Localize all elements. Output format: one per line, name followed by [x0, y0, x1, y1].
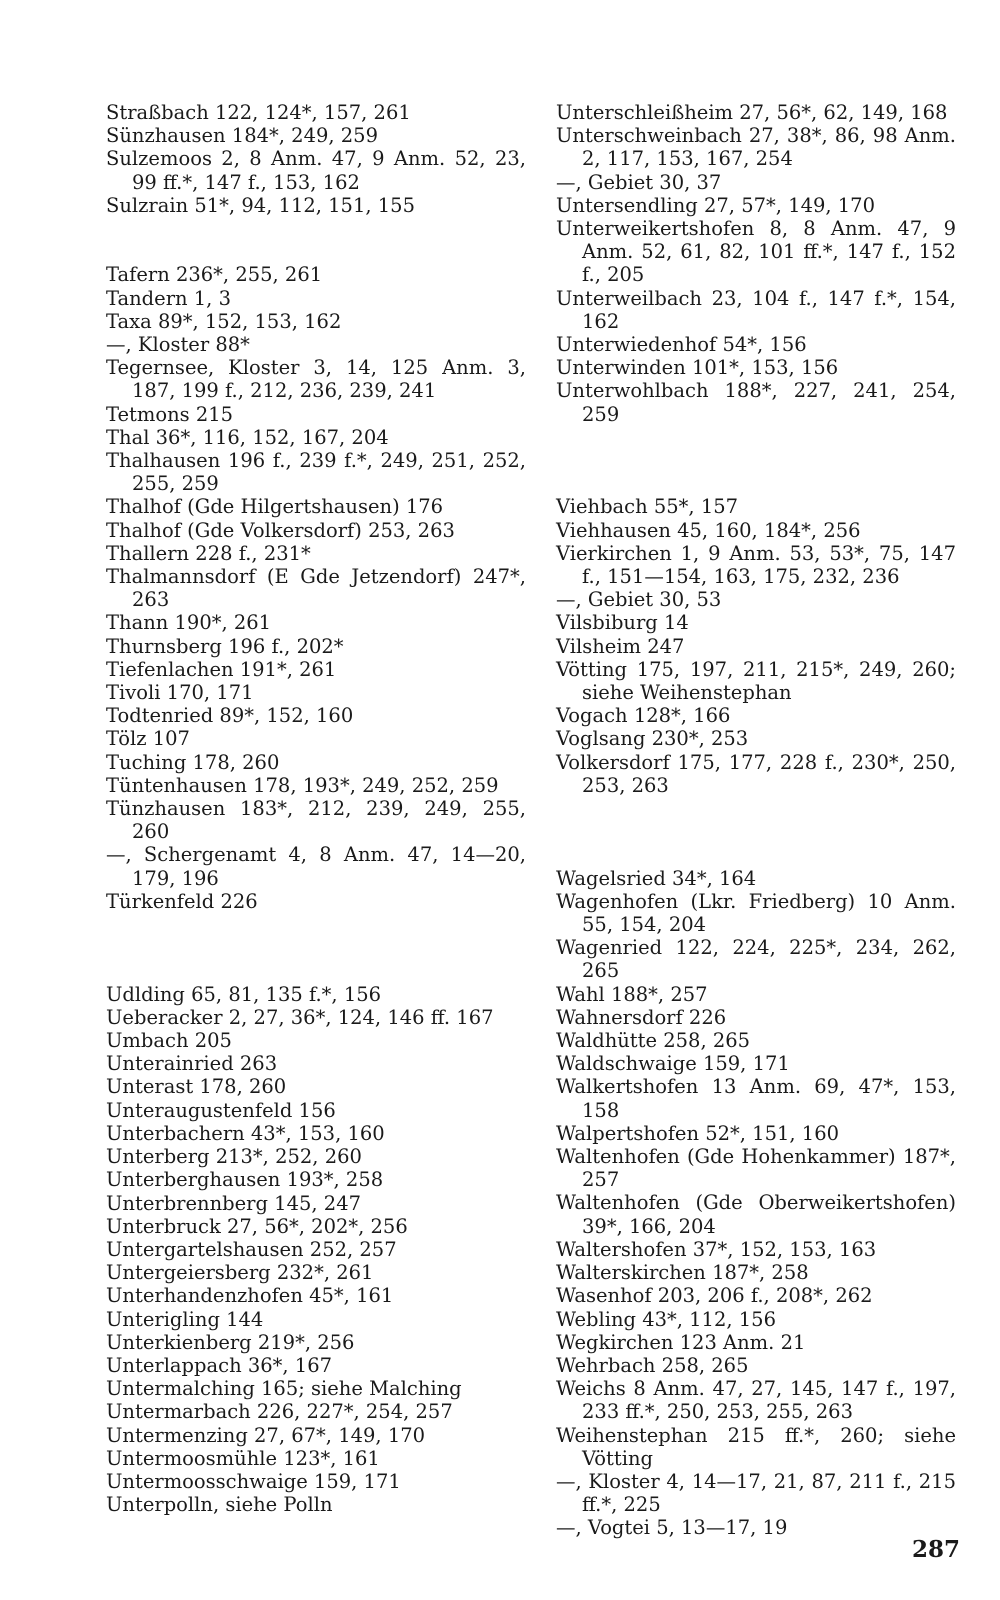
index-entry: Wagenhofen (Lkr. Friedberg) 10 Anm. 55, 154, 204 — [556, 889, 956, 937]
index-entry: Türkenfeld 226 — [106, 889, 258, 913]
index-entry: Thalhof (Gde Hilgertshausen) 176 — [106, 495, 444, 519]
section-gap — [556, 843, 956, 866]
index-entry: Waltenhofen (Gde Oberweikertshofen) 39*, 166, 204 — [556, 1191, 956, 1238]
index-entry: Thalhof (Gde Volkersdorf) 253, 263 — [106, 518, 455, 542]
index-entry: Unterschweinbach 27, 38*, 86, 98 Anm. 2, 117, 153, 167, 254 — [556, 124, 956, 171]
index-entry: Untergartelshausen 252, 257 — [106, 1237, 397, 1261]
index-entry: Tuching 178, 260 — [106, 750, 280, 774]
index-entry: Unterschleißheim 27, 56*, 62, 149, 168 — [556, 101, 948, 124]
index-entry: Untersendling 27, 57*, 149, 170 — [556, 193, 875, 217]
section-gap — [556, 426, 956, 472]
index-entry: Unterigling 144 — [106, 1307, 264, 1331]
index-entry: Untergeiersberg 232*, 261 — [106, 1261, 374, 1285]
index-entry: Walterskirchen 187*, 258 — [556, 1261, 809, 1285]
index-entry: Untermenzing 27, 67*, 149, 170 — [106, 1423, 426, 1447]
index-entry: Viehbach 55*, 157 — [556, 495, 739, 519]
index-entry: Unteraugustenfeld 156 — [106, 1098, 336, 1122]
index-entry: Unterberghausen 193*, 258 — [106, 1168, 384, 1192]
index-entry: Wagelsried 34*, 164 — [556, 866, 757, 890]
index-entry: Tüntenhausen 178, 193*, 249, 252, 259 — [106, 773, 499, 797]
index-entry: Unterpolln, siehe Polln — [106, 1493, 333, 1517]
index-entry: Taxa 89*, 152, 153, 162 — [106, 309, 342, 333]
section-gap — [556, 472, 956, 495]
index-entry: Voglsang 230*, 253 — [556, 727, 749, 751]
index-entry: Thallern 228 f., 231* — [106, 541, 311, 565]
index-entry: Weihenstephan 215 ff.*, 260; siehe Vötting — [556, 1423, 956, 1470]
index-entry: Wahl 188*, 257 — [556, 982, 708, 1006]
index-entry: Unterlappach 36*, 167 — [106, 1353, 333, 1377]
index-entry: —, Schergenamt 4, 8 Anm. 47, 14—20, 179, 196 — [106, 843, 526, 890]
index-entry: Wasenhof 203, 206 f., 208*, 262 — [556, 1284, 873, 1308]
section-gap — [106, 959, 526, 982]
index-entry: Tegernsee, Kloster 3, 14, 125 Anm. 3, 187, 199 f., 212, 236, 239, 241 — [106, 356, 526, 403]
index-entry: Walkertshofen 13 Anm. 69, 47*, 153, 158 — [556, 1075, 956, 1122]
index-entry: Tünzhausen 183*, 212, 239, 249, 255, 260 — [106, 797, 526, 844]
index-entry: Untermarbach 226, 227*, 254, 257 — [106, 1400, 453, 1424]
index-entry: Tetmons 215 — [106, 402, 234, 426]
index-entry: Ueberacker 2, 27, 36*, 124, 146 ff. 167 — [106, 1005, 494, 1029]
index-entry: Udlding 65, 81, 135 f.*, 156 — [106, 982, 382, 1006]
index-entry: Unterwiedenhof 54*, 156 — [556, 333, 807, 357]
index-entry: Waldhütte 258, 265 — [556, 1029, 751, 1053]
index-entry: Umbach 205 — [106, 1029, 232, 1053]
index-entry: Viehhausen 45, 160, 184*, 256 — [556, 518, 861, 542]
index-entry: Wehrbach 258, 265 — [556, 1353, 749, 1377]
index-entry: Unterweikertshofen 8, 8 Anm. 47, 9 Anm. 52, 61, 82, 101 ff.*, 147 f., 152 f., 205 — [556, 217, 956, 287]
index-entry: Unterwinden 101*, 153, 156 — [556, 356, 839, 380]
index-entry: Vierkirchen 1, 9 Anm. 53, 53*, 75, 147 f., 151—154, 163, 175, 232, 236 — [556, 541, 956, 589]
index-entry: Unterbachern 43*, 153, 160 — [106, 1121, 385, 1145]
index-entry: Unterbruck 27, 56*, 202*, 256 — [106, 1214, 408, 1238]
index-entry: Waltenhofen (Gde Hohenkammer) 187*, 257 — [556, 1145, 956, 1192]
index-entry: Thann 190*, 261 — [106, 611, 272, 635]
index-entry: Thalmannsdorf (E Gde Jetzendorf) 247*, 263 — [106, 565, 526, 612]
index-entry: Unterast 178, 260 — [106, 1075, 287, 1099]
index-entry: Unterainried 263 — [106, 1052, 278, 1076]
index-entry: Weichs 8 Anm. 47, 27, 145, 147 f., 197, 233 ff.*, 250, 253, 255, 263 — [556, 1377, 956, 1424]
index-entry: Tandern 1, 3 — [106, 286, 231, 310]
section-gap — [556, 797, 956, 843]
index-entry: Vilsheim 247 — [556, 634, 685, 658]
index-entry: Vilsbiburg 14 — [556, 611, 689, 635]
section-gap — [106, 913, 526, 959]
index-entry: Sulzrain 51*, 94, 112, 151, 155 — [106, 193, 415, 217]
index-entry: Unterbrennberg 145, 247 — [106, 1191, 362, 1215]
index-entry: Untermoosmühle 123*, 161 — [106, 1446, 380, 1470]
index-entry: Tivoli 170, 171 — [106, 681, 254, 705]
index-entry: Unterweilbach 23, 104 f., 147 f.*, 154, 162 — [556, 286, 956, 333]
index-entry: Thurnsberg 196 f., 202* — [106, 634, 344, 658]
index-entry: Unterwohlbach 188*, 227, 241, 254, 259 — [556, 379, 956, 426]
index-entry: Volkersdorf 175, 177, 228 f., 230*, 250, 253, 263 — [556, 750, 956, 797]
index-entry: —, Vogtei 5, 13—17, 19 — [556, 1516, 788, 1540]
index-entry: —, Gebiet 30, 53 — [556, 588, 722, 612]
index-entry: Unterhandenzhofen 45*, 161 — [106, 1284, 394, 1308]
index-entry: Untermalching 165; siehe Malching — [106, 1377, 462, 1401]
index-column-left — [106, 101, 526, 1516]
index-entry: Straßbach 122, 124*, 157, 261 — [106, 101, 411, 124]
index-entry: Sünzhausen 184*, 249, 259 — [106, 124, 379, 148]
index-entry: Webling 43*, 112, 156 — [556, 1307, 776, 1331]
index-entry: Waldschwaige 159, 171 — [556, 1052, 790, 1076]
index-entry: Wahnersdorf 226 — [556, 1005, 727, 1029]
index-entry: Walpertshofen 52*, 151, 160 — [556, 1121, 840, 1145]
index-entry: Sulzemoos 2, 8 Anm. 47, 9 Anm. 52, 23, 99 ff.*, 147 f., 153, 162 — [106, 147, 526, 194]
index-entry: Vötting 175, 197, 211, 215*, 249, 260; siehe Weihenstephan — [556, 657, 956, 705]
section-gap — [106, 217, 526, 263]
index-column-right — [556, 101, 956, 1540]
index-entry: Unterberg 213*, 252, 260 — [106, 1145, 362, 1169]
index-entry: Wagenried 122, 224, 225*, 234, 262, 265 — [556, 936, 956, 983]
index-entry: Untermoosschwaige 159, 171 — [106, 1469, 401, 1493]
index-entry: —, Gebiet 30, 37 — [556, 170, 722, 194]
index-entry: —, Kloster 4, 14—17, 21, 87, 211 f., 215 ff.*, 225 — [556, 1469, 956, 1517]
index-entry: Vogach 128*, 166 — [556, 704, 731, 728]
index-entry: Todtenried 89*, 152, 160 — [106, 704, 354, 728]
index-entry: Wegkirchen 123 Anm. 21 — [556, 1330, 806, 1354]
index-entry: Waltershofen 37*, 152, 153, 163 — [556, 1237, 877, 1261]
index-entry: Thalhausen 196 f., 239 f.*, 249, 251, 252, 255, 259 — [106, 449, 526, 496]
index-entry: Tölz 107 — [106, 727, 190, 751]
page-number: 287 — [912, 1536, 961, 1563]
index-entry: Tafern 236*, 255, 261 — [106, 263, 323, 287]
index-entry: —, Kloster 88* — [106, 333, 250, 357]
index-entry: Tiefenlachen 191*, 261 — [106, 657, 337, 681]
index-entry: Thal 36*, 116, 152, 167, 204 — [106, 425, 389, 449]
index-entry: Unterkienberg 219*, 256 — [106, 1330, 355, 1354]
